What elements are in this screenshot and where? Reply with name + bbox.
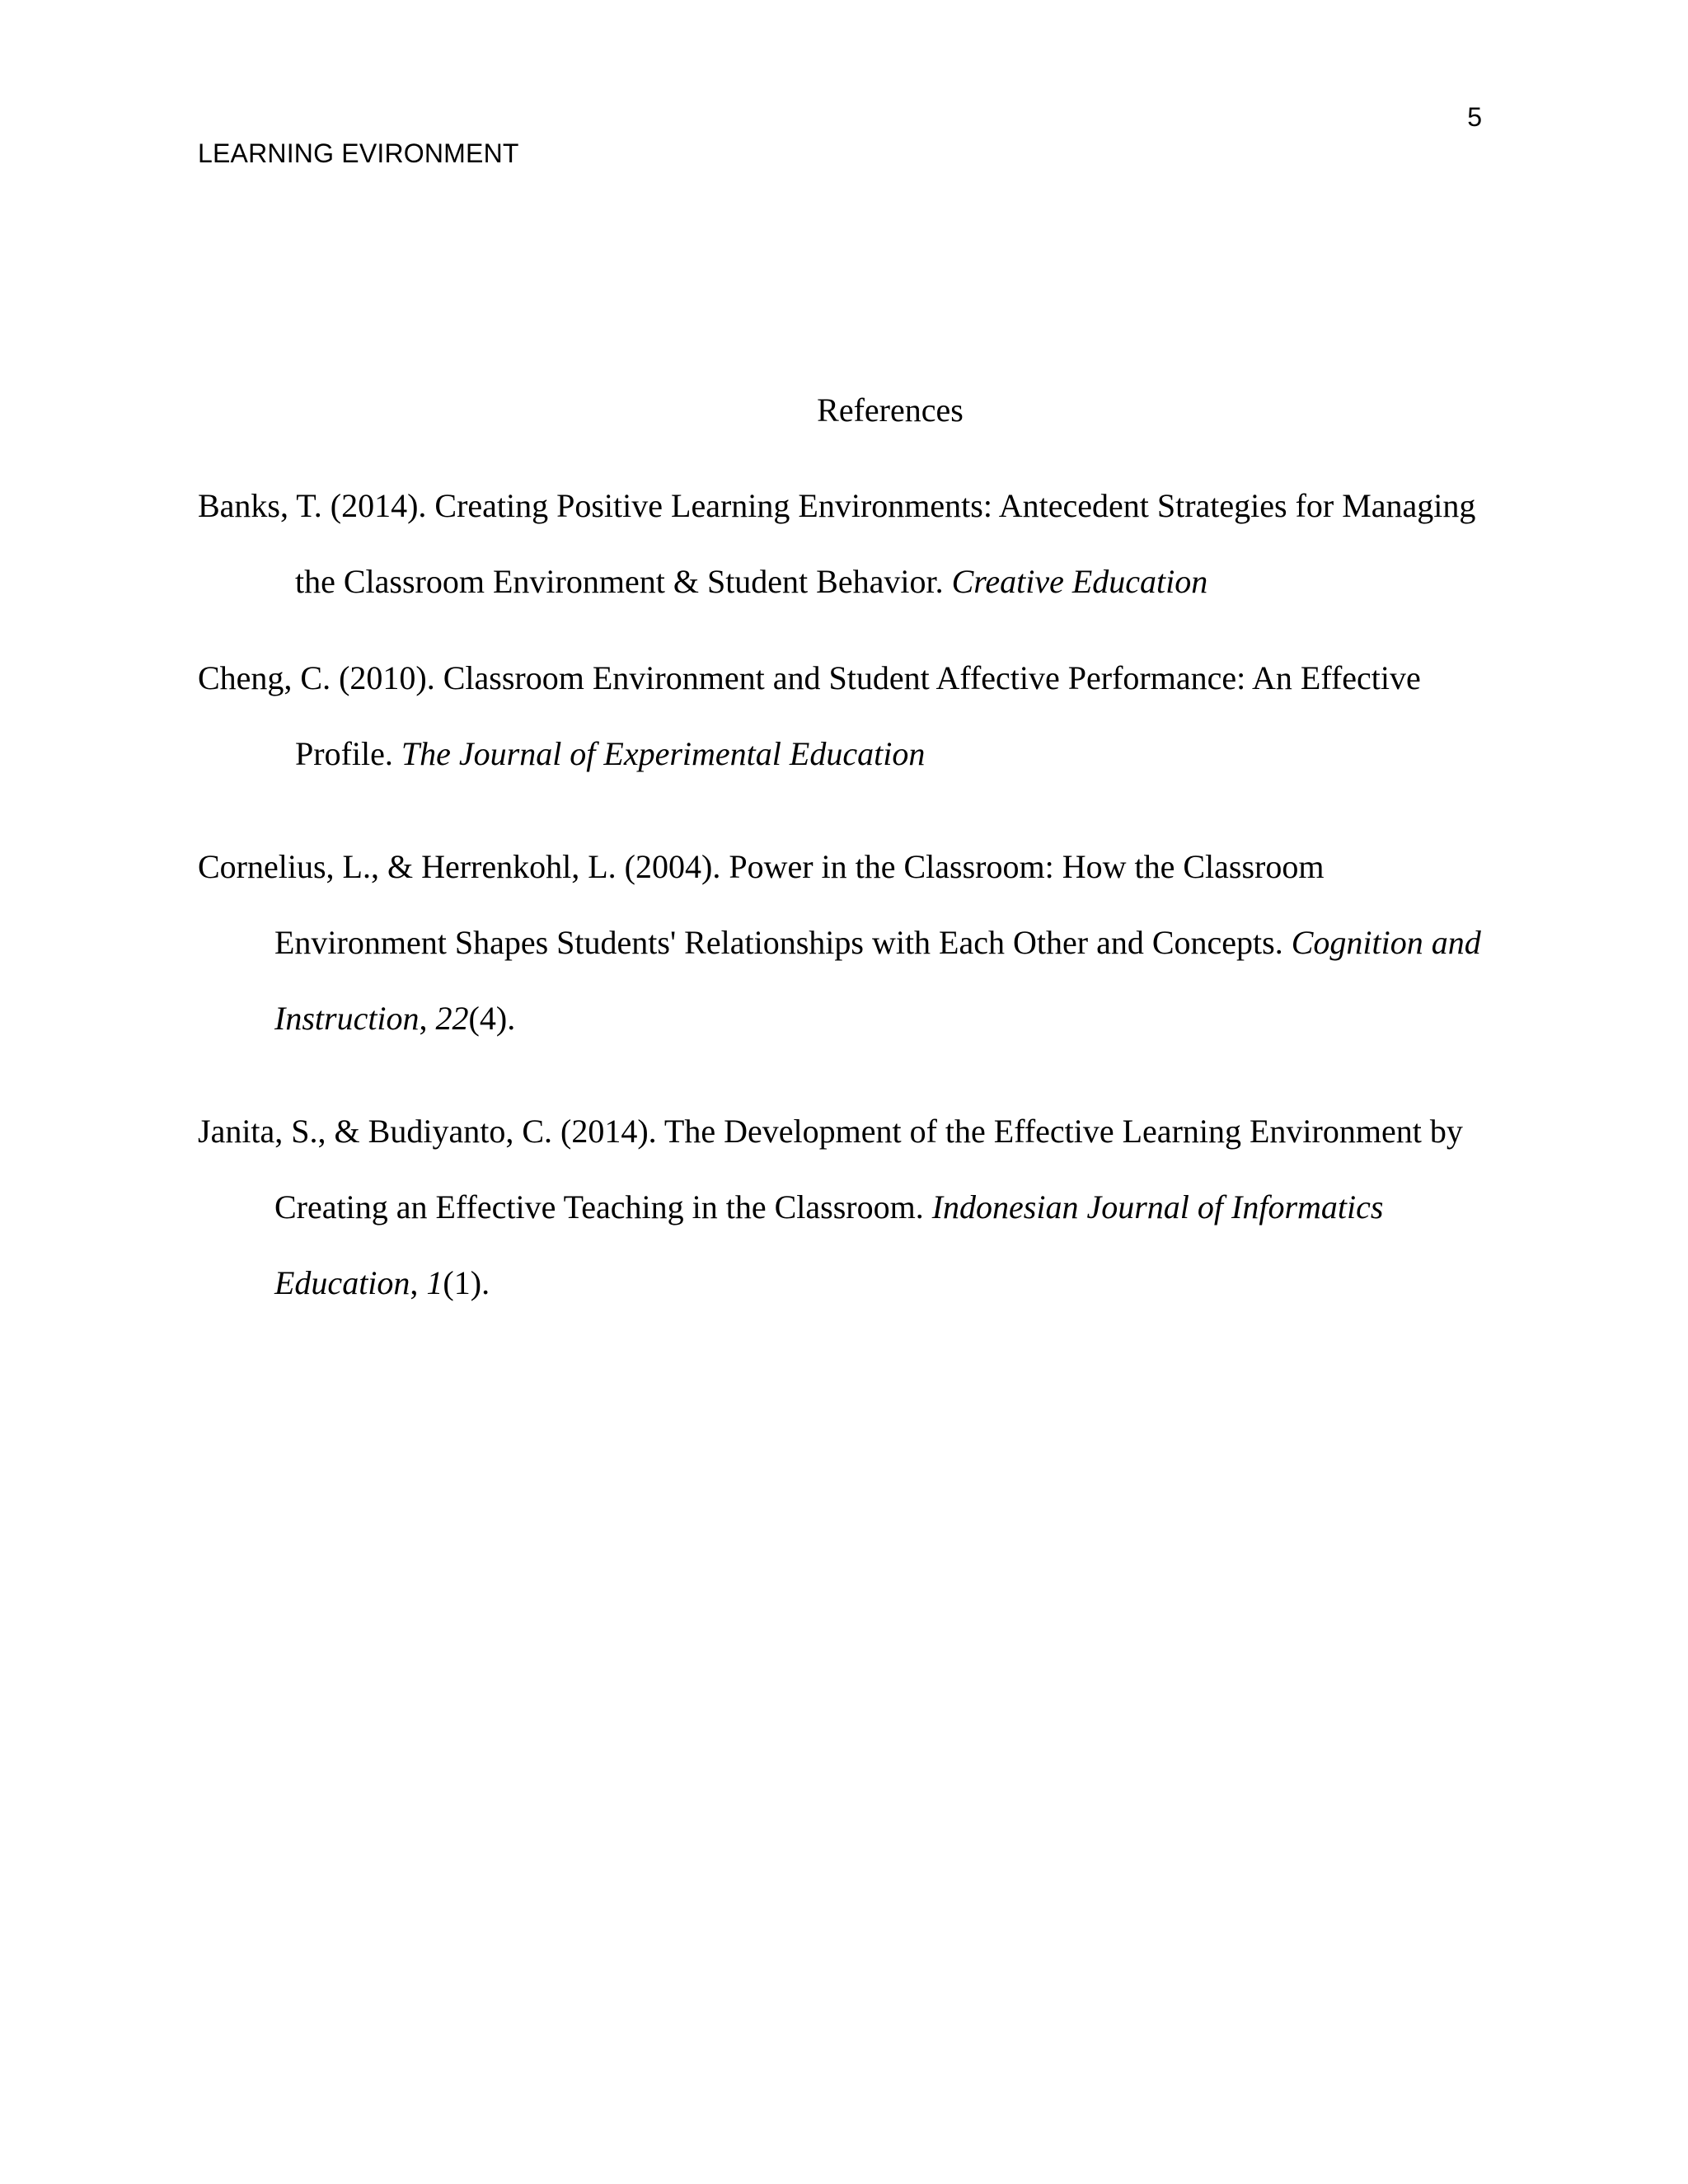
page-number: 5 (1467, 102, 1482, 132)
reference-line (198, 485, 1475, 527)
journal-title: Instruction (274, 1000, 420, 1037)
reference-text: Cheng, C. (2010). Classroom Environment and Student Affective Performance: An Effective (198, 659, 1421, 696)
reference-text: Janita, S., & Budiyanto, C. (2014). The Development of the Effective Learning Environment by (198, 1113, 1463, 1150)
reference-line (198, 1110, 1463, 1153)
reference-line (198, 657, 1421, 700)
issue-number: (4). (468, 1000, 516, 1037)
volume-number: 1 (426, 1264, 443, 1301)
reference-text: Cornelius, L., & Herrenkohl, L. (2004). Power in the Classroom: How the Classroom (198, 848, 1325, 885)
reference-text: Banks, T. (2014). Creating Positive Learning Environments: Antecedent Strategies for Managing (198, 487, 1476, 524)
journal-title: Creative Education (951, 563, 1208, 600)
reference-text: Profile. (295, 735, 401, 772)
reference-line (274, 1186, 1383, 1229)
journal-title: Indonesian Journal of Informatics (931, 1188, 1384, 1226)
reference-line (295, 733, 925, 776)
reference-text: Environment Shapes Students' Relationships with Each Other and Concepts. (274, 924, 1292, 961)
reference-line (295, 560, 1207, 603)
reference-line (274, 1262, 490, 1305)
reference-line (198, 846, 1324, 888)
journal-title: Education (274, 1264, 410, 1301)
volume-number: 22 (435, 1000, 469, 1037)
reference-text: , (410, 1264, 427, 1301)
references-title: References (817, 391, 964, 429)
journal-title: Cognition and (1291, 924, 1481, 961)
reference-line (274, 921, 1481, 964)
running-head: LEARNING EVIRONMENT (198, 138, 519, 168)
reference-text: , (419, 1000, 436, 1037)
journal-title: The Journal of Experimental Education (401, 735, 926, 772)
reference-text: Creating an Effective Teaching in the Classroom. (274, 1188, 932, 1226)
reference-text: the Classroom Environment & Student Behavior. (295, 563, 952, 600)
reference-line (274, 997, 515, 1040)
issue-number: (1). (443, 1264, 490, 1301)
